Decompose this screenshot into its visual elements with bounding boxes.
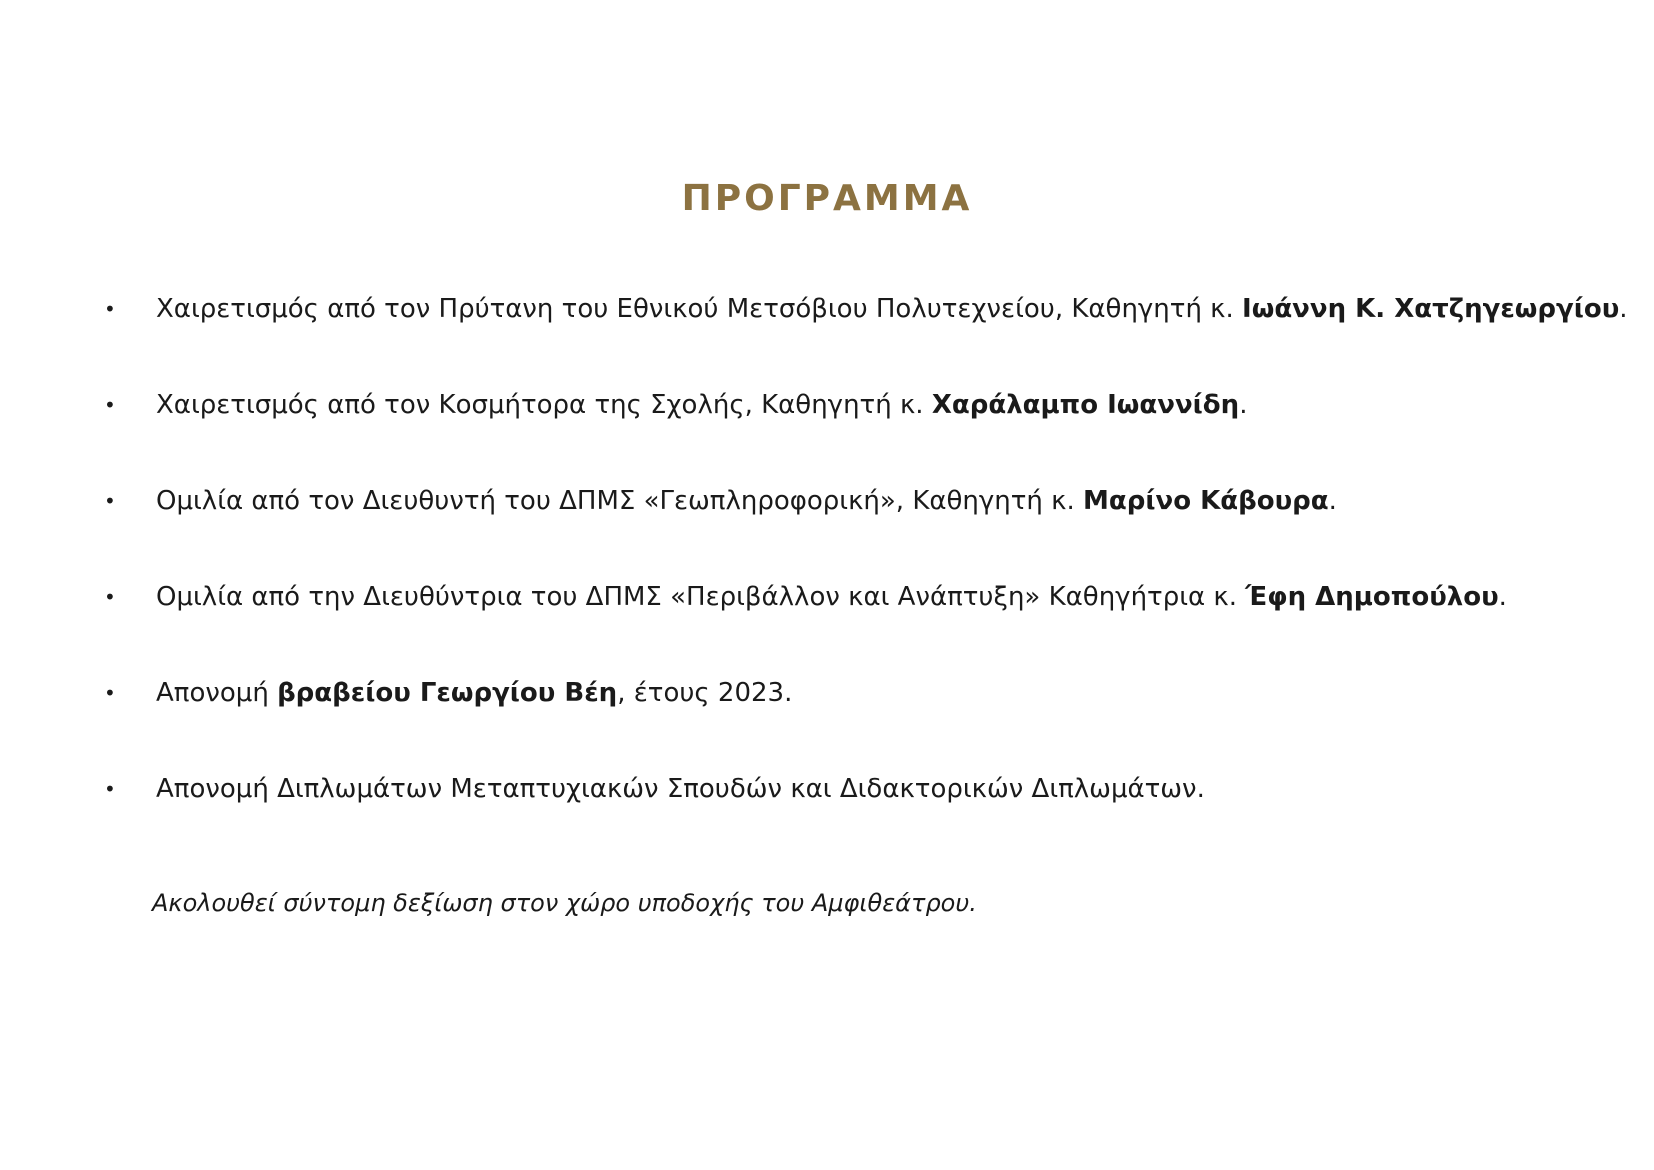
item-text-regular: Χαιρετισμός από τον Κοσμήτορα της Σχολής, Καθηγητή κ. <box>156 390 932 420</box>
item-text-suffix: . <box>1498 582 1507 612</box>
list-item <box>0 673 1654 769</box>
item-text-bold: Χαράλαμπο Ιωαννίδη <box>931 390 1240 420</box>
list-item <box>0 769 1654 865</box>
bullet: • <box>104 297 116 321</box>
list-item <box>0 385 1654 481</box>
item-text-suffix: . <box>1328 486 1337 516</box>
bullet: • <box>104 681 116 705</box>
bullet: • <box>104 777 116 801</box>
list-item-text <box>156 673 792 713</box>
item-text-bold: βραβείου Γεωργίου Βέη <box>277 678 618 708</box>
item-text-suffix: . <box>1239 390 1248 420</box>
program-list <box>0 289 1654 865</box>
list-item-text <box>156 289 1628 329</box>
item-text-bold: Μαρίνο Κάβουρα <box>1083 486 1329 516</box>
reception-note: Ακολουθεί σύντομη δεξίωση στον χώρο υποδοχής του Αμφιθεάτρου. <box>152 889 977 917</box>
item-text-regular: Ομιλία από την Διευθύντρια του ΔΠΜΣ «Περιβάλλον και Ανάπτυξη» Καθηγήτρια κ. <box>156 582 1246 612</box>
list-item <box>0 577 1654 673</box>
bullet: • <box>104 585 116 609</box>
list-item-text <box>156 385 1247 425</box>
item-text-bold: Έφη Δημοπούλου <box>1245 582 1499 612</box>
bullet: • <box>104 489 116 513</box>
item-text-regular: Απονομή <box>156 678 278 708</box>
page-title: ΠΡΟΓΡΑΜΜΑ <box>681 178 973 219</box>
list-item <box>0 481 1654 577</box>
bullet: • <box>104 393 116 417</box>
item-text-regular: Χαιρετισμός από τον Πρύτανη του Εθνικού Μετσόβιου Πολυτεχνείου, Καθηγητή κ. <box>156 294 1243 324</box>
item-text-regular: Ομιλία από τον Διευθυντή του ΔΠΜΣ «Γεωπληροφορική», Καθηγητή κ. <box>156 486 1084 516</box>
item-text-suffix: . <box>1619 294 1628 324</box>
list-item-text <box>156 769 1205 809</box>
list-item-text <box>156 481 1337 521</box>
item-text-regular: Απονομή Διπλωμάτων Μεταπτυχιακών Σπουδών και Διδακτορικών Διπλωμάτων. <box>156 774 1205 804</box>
item-text-bold: Ιωάννη Κ. Χατζηγεωργίου <box>1242 294 1620 324</box>
list-item <box>0 289 1654 385</box>
item-text-suffix: , έτους 2023. <box>617 678 793 708</box>
list-item-text <box>156 577 1507 617</box>
